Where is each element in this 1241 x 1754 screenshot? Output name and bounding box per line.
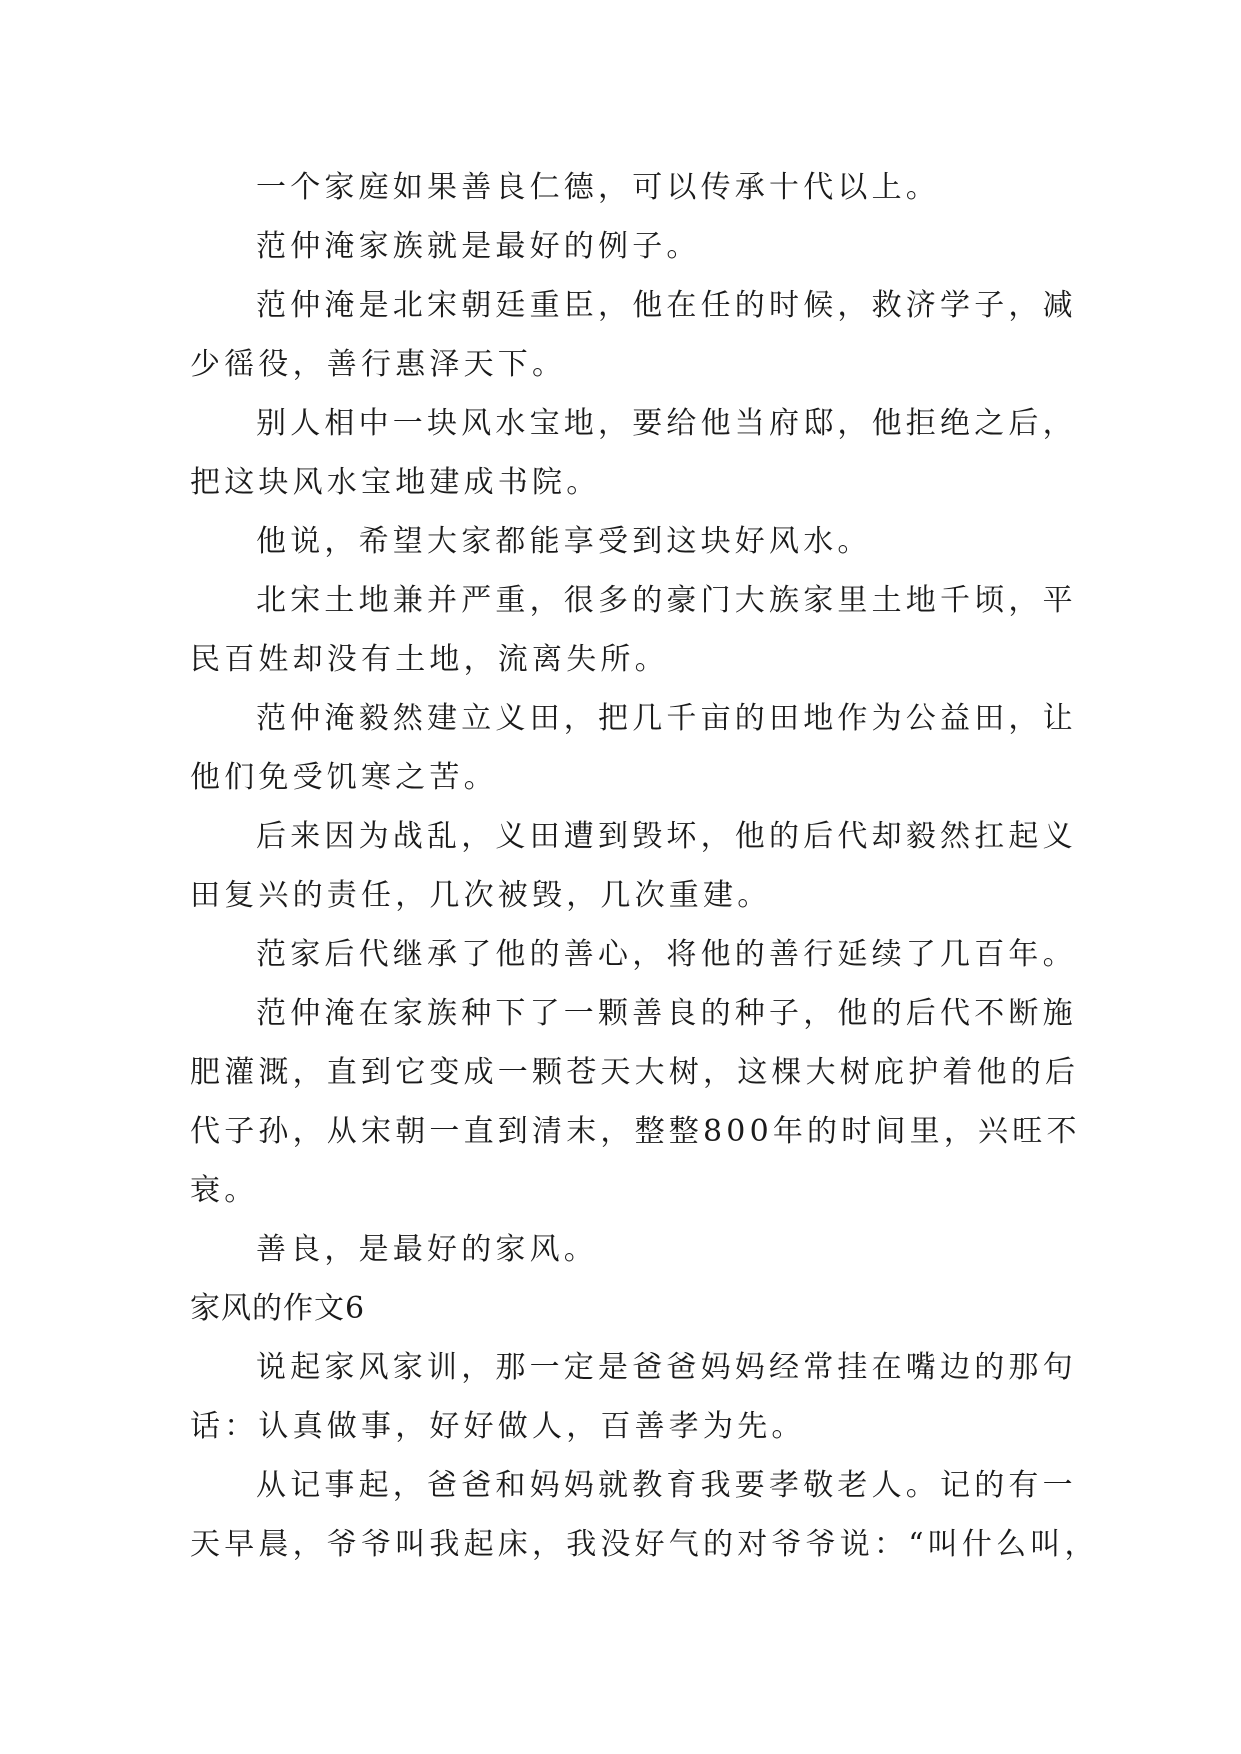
heading-text: 家风的作文6 (190, 1291, 366, 1326)
paragraph (190, 807, 1077, 925)
text-line: 范家后代继承了他的善心，将他的善行延续了几百年。 (256, 937, 1077, 972)
text-line: 把这块风水宝地建成书院。 (190, 465, 601, 500)
text-line: 肥灌溉，直到它变成一颗苍天大树，这棵大树庇护着他的后 (190, 1055, 1080, 1090)
paragraph (190, 571, 1077, 689)
text-line: 话：认真做事，好好做人，百善孝为先。 (190, 1409, 806, 1444)
paragraph (190, 158, 1070, 217)
paragraph (190, 394, 1077, 512)
text-line: 一个家庭如果善良仁德，可以传承十代以上。 (256, 170, 940, 205)
paragraph (190, 217, 1070, 276)
document-body (190, 158, 1099, 1574)
paragraph (190, 512, 1070, 571)
paragraph (190, 925, 1077, 984)
text-line: 后来因为战乱，义田遭到毁坏，他的后代却毅然扛起义 (256, 819, 1077, 854)
paragraph (190, 1456, 1099, 1574)
text-line: 天早晨，爷爷叫我起床，我没好气的对爷爷说：“叫什么叫， (190, 1527, 1099, 1562)
paragraph (190, 1220, 1070, 1279)
text-line: 他们免受饥寒之苦。 (190, 760, 498, 795)
text-line: 范仲淹家族就是最好的例子。 (256, 229, 701, 264)
text-line: 衰。 (190, 1173, 259, 1208)
text-line: 田复兴的责任，几次被毁，几次重建。 (190, 878, 772, 913)
text-line: 民百姓却没有土地，流离失所。 (190, 642, 669, 677)
text-line: 别人相中一块风水宝地，要给他当府邸，他拒绝之后， (256, 406, 1077, 441)
text-line: 他说，希望大家都能享受到这块好风水。 (256, 524, 872, 559)
paragraph (190, 276, 1077, 394)
text-line: 善良，是最好的家风。 (256, 1232, 598, 1267)
text-line: 少徭役，善行惠泽天下。 (190, 347, 567, 382)
text-line: 范仲淹在家族种下了一颗善良的种子，他的后代不断施 (256, 996, 1077, 1031)
paragraph (190, 689, 1077, 807)
section-heading (190, 1279, 1070, 1338)
text-line: 代子孙，从宋朝一直到清末，整整800年的时间里，兴旺不 (190, 1114, 1081, 1149)
text-line: 范仲淹是北宋朝廷重臣，他在任的时候，救济学子，减 (256, 288, 1077, 323)
paragraph (190, 984, 1081, 1220)
text-line: 范仲淹毅然建立义田，把几千亩的田地作为公益田，让 (256, 701, 1077, 736)
text-line: 北宋土地兼并严重，很多的豪门大族家里土地千顷，平 (256, 583, 1077, 618)
paragraph (190, 1338, 1077, 1456)
text-line: 说起家风家训，那一定是爸爸妈妈经常挂在嘴边的那句 (256, 1350, 1077, 1385)
text-line: 从记事起，爸爸和妈妈就教育我要孝敬老人。记的有一 (256, 1468, 1077, 1503)
